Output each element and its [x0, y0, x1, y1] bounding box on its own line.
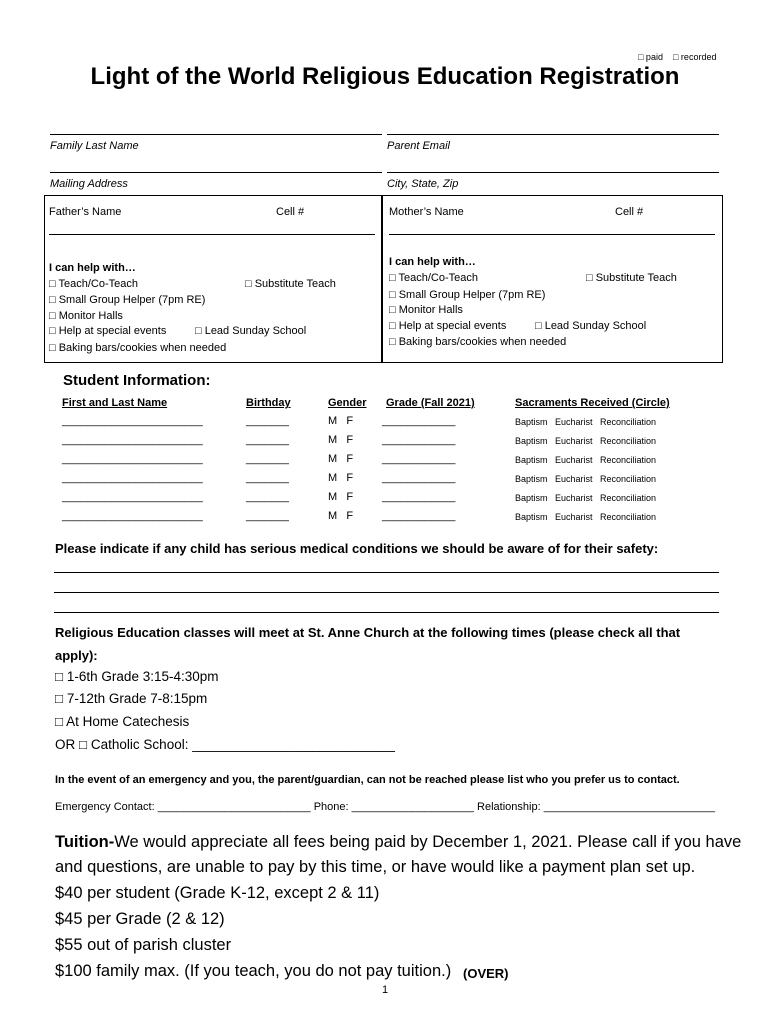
recorded-checkbox[interactable]: □ recorded — [673, 52, 717, 62]
col-sacraments-header: Sacraments Received (Circle) — [515, 397, 670, 409]
mother-name-field[interactable] — [389, 234, 715, 235]
student-name-field[interactable]: _______________________ — [62, 472, 203, 484]
father-help-heading: I can help with… — [49, 262, 136, 274]
father-opt-teach[interactable]: □ Teach/Co-Teach — [49, 278, 138, 290]
student-sacraments-options[interactable]: Baptism Eucharist Reconciliation — [515, 474, 657, 484]
mother-opt-substitute[interactable]: □ Substitute Teach — [586, 272, 677, 284]
parent-email-field[interactable] — [387, 134, 719, 135]
col-grade-header: Grade (Fall 2021) — [386, 397, 475, 409]
student-name-field[interactable]: _______________________ — [62, 434, 203, 446]
father-opt-small-group[interactable]: □ Small Group Helper (7pm RE) — [49, 294, 206, 306]
father-opt-special[interactable]: □ Help at special events — [49, 325, 167, 337]
student-grade-field[interactable]: ____________ — [382, 472, 456, 484]
father-name-field[interactable] — [49, 234, 375, 235]
tuition-line-1 — [55, 833, 741, 852]
student-gender-options[interactable]: M F — [328, 491, 354, 503]
student-grade-field[interactable]: ____________ — [382, 415, 456, 427]
student-birthday-field[interactable]: _______ — [246, 510, 289, 522]
tuition-fee-4: $100 family max. (If you teach, you do not pay tuition.) — [55, 962, 452, 980]
col-name-header: First and Last Name — [62, 397, 168, 409]
father-name-label: Father’s Name — [49, 206, 122, 218]
emergency-contact-line[interactable]: Emergency Contact: _________________________ Phone: ____________________ Relationship: ____________________________ — [55, 801, 715, 813]
student-birthday-field[interactable]: _______ — [246, 491, 289, 503]
city-state-zip-field[interactable] — [387, 172, 719, 173]
student-grade-field[interactable]: ____________ — [382, 434, 456, 446]
student-sacraments-options[interactable]: Baptism Eucharist Reconciliation — [515, 417, 657, 427]
mother-help-heading: I can help with… — [389, 256, 476, 268]
student-grade-field[interactable]: ____________ — [382, 491, 456, 503]
student-gender-options[interactable]: M F — [328, 453, 354, 465]
mother-opt-teach[interactable]: □ Teach/Co-Teach — [389, 272, 478, 284]
student-name-field[interactable]: _______________________ — [62, 510, 203, 522]
class-option-catholic-school[interactable]: OR □ Catholic School: ___________________________ — [55, 737, 395, 752]
col-birthday-header: Birthday — [246, 397, 291, 409]
class-option-1-6[interactable]: □ 1-6th Grade 3:15-4:30pm — [55, 669, 219, 684]
tuition-text-1: We would appreciate all fees being paid by December 1, 2021. Please call if you have — [114, 833, 742, 851]
student-birthday-field[interactable]: _______ — [246, 434, 289, 446]
student-name-field[interactable]: _______________________ — [62, 453, 203, 465]
family-last-name-label: Family Last Name — [50, 140, 139, 152]
student-name-field[interactable]: _______________________ — [62, 415, 203, 427]
mother-opt-small-group[interactable]: □ Small Group Helper (7pm RE) — [389, 289, 546, 301]
student-grade-field[interactable]: ____________ — [382, 453, 456, 465]
student-birthday-field[interactable]: _______ — [246, 453, 289, 465]
student-grade-field[interactable]: ____________ — [382, 510, 456, 522]
father-cell-label: Cell # — [276, 206, 305, 218]
student-sacraments-options[interactable]: Baptism Eucharist Reconciliation — [515, 436, 657, 446]
page-title: Light of the World Religious Education Registration — [90, 63, 680, 90]
tuition-fee-1: $40 per student (Grade K-12, except 2 & 11) — [55, 884, 380, 902]
tuition-fee-3: $55 out of parish cluster — [55, 936, 232, 954]
medical-line-2[interactable] — [54, 592, 719, 593]
mailing-address-field[interactable] — [50, 172, 382, 173]
student-sacraments-options[interactable]: Baptism Eucharist Reconciliation — [515, 493, 657, 503]
student-gender-options[interactable]: M F — [328, 510, 354, 522]
col-gender-header: Gender — [328, 397, 367, 409]
medical-question: Please indicate if any child has serious medical conditions we should be aware of for their safety: — [55, 541, 659, 556]
emergency-question: In the event of an emergency and you, the parent/guardian, can not be reached please list who you prefer us to contact. — [55, 774, 680, 786]
paid-checkbox[interactable]: □ paid — [638, 52, 663, 62]
father-opt-sunday[interactable]: □ Lead Sunday School — [195, 325, 307, 337]
medical-line-1[interactable] — [54, 572, 719, 573]
student-gender-options[interactable]: M F — [328, 434, 354, 446]
mother-opt-special[interactable]: □ Help at special events — [389, 320, 507, 332]
student-birthday-field[interactable]: _______ — [246, 415, 289, 427]
tuition-label: Tuition- — [55, 833, 115, 851]
father-opt-baking[interactable]: □ Baking bars/cookies when needed — [49, 342, 227, 354]
student-gender-options[interactable]: M F — [328, 472, 354, 484]
classes-question-line2: apply): — [55, 648, 98, 663]
student-sacraments-options[interactable]: Baptism Eucharist Reconciliation — [515, 512, 657, 522]
medical-line-3[interactable] — [54, 612, 719, 613]
class-option-7-12[interactable]: □ 7-12th Grade 7-8:15pm — [55, 691, 208, 706]
mother-name-label: Mother’s Name — [389, 206, 464, 218]
tuition-fee-2: $45 per Grade (2 & 12) — [55, 910, 225, 928]
page-number: 1 — [382, 984, 389, 996]
father-opt-monitor[interactable]: □ Monitor Halls — [49, 310, 123, 322]
student-name-field[interactable]: _______________________ — [62, 491, 203, 503]
student-gender-options[interactable]: M F — [328, 415, 354, 427]
family-last-name-field[interactable] — [50, 134, 382, 135]
mailing-address-label: Mailing Address — [50, 178, 128, 190]
mother-opt-monitor[interactable]: □ Monitor Halls — [389, 304, 463, 316]
student-sacraments-options[interactable]: Baptism Eucharist Reconciliation — [515, 455, 657, 465]
father-opt-substitute[interactable]: □ Substitute Teach — [245, 278, 336, 290]
student-info-heading: Student Information: — [63, 372, 211, 389]
class-option-home[interactable]: □ At Home Catechesis — [55, 714, 190, 729]
over-note: (OVER) — [463, 966, 509, 981]
mother-opt-baking[interactable]: □ Baking bars/cookies when needed — [389, 336, 567, 348]
classes-question-line1: Religious Education classes will meet at St. Anne Church at the following times (please check all that — [55, 625, 681, 640]
parent-email-label: Parent Email — [387, 140, 450, 152]
mother-opt-sunday[interactable]: □ Lead Sunday School — [535, 320, 647, 332]
student-birthday-field[interactable]: _______ — [246, 472, 289, 484]
tuition-line-2: and questions, are unable to pay by this time, or have would like a payment plan set up. — [55, 858, 696, 876]
mother-cell-label: Cell # — [615, 206, 644, 218]
city-state-zip-label: City, State, Zip — [387, 178, 459, 190]
